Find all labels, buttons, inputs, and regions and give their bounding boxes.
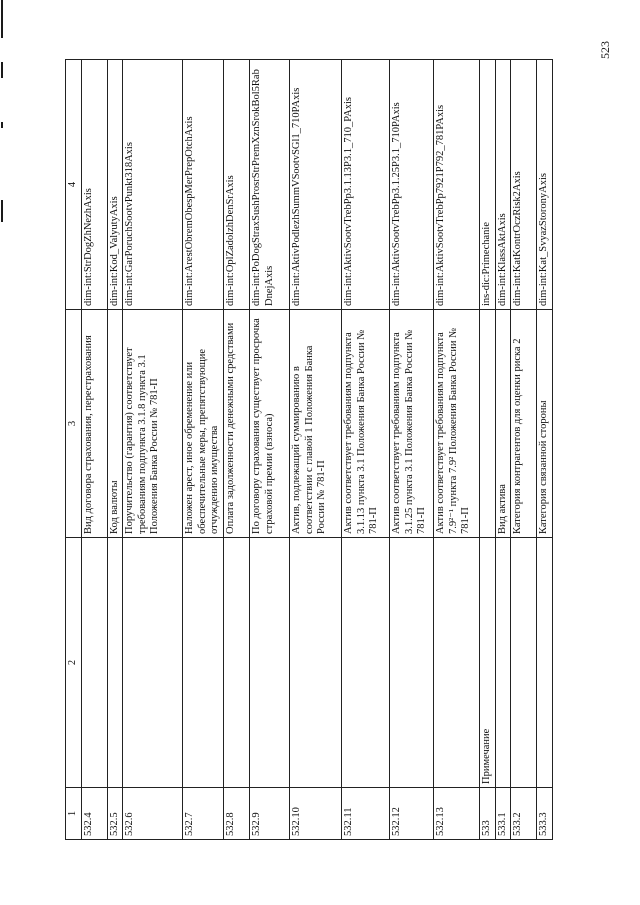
row-code: dim-int:StrDogZhNezhAxis [81, 60, 107, 310]
table-row [249, 60, 289, 840]
scan-mark [1, 0, 3, 38]
table-row [81, 60, 107, 840]
scan-mark [1, 62, 3, 78]
row-number: 532.4 [81, 788, 107, 840]
row-number: 532.12 [389, 788, 433, 840]
row-code: dim-int:AktivSootvTrebPp3.1.13P3.1_710_PAxis [341, 60, 389, 310]
row-number: 532.6 [123, 788, 183, 840]
row-section [81, 538, 107, 788]
row-number: 532.7 [183, 788, 224, 840]
row-description: Вид актива [495, 310, 511, 538]
row-section [107, 538, 123, 788]
table-row [537, 60, 553, 840]
header-cell: 1 [66, 788, 82, 840]
table-row [107, 60, 123, 840]
header-cell: 4 [66, 60, 82, 310]
row-code: ins-dic:Primechanie [479, 60, 495, 310]
row-section [389, 538, 433, 788]
row-section [433, 538, 479, 788]
row-number: 533.3 [537, 788, 553, 840]
row-code: dim-int:PoDogStraxSushProsrStrPremXznSrokBol5RabDnejAxis [249, 60, 289, 310]
row-description: Наложен арест, иное обременение или обеспечительные меры, препятствующие отчуждению имущества [183, 310, 224, 538]
table-row [389, 60, 433, 840]
row-description: Категория контрагентов для оценки риска 2 [511, 310, 537, 538]
row-code: dim-int:GarPoruchSootvPunkt318Axis [123, 60, 183, 310]
table-row [183, 60, 224, 840]
row-number: 532.11 [341, 788, 389, 840]
row-description: По договору страхования существует просрочка страховой премии (взноса) [249, 310, 289, 538]
row-code: dim-int:AktivSootvTrebPp7921P792_781PAxis [433, 60, 479, 310]
row-section [341, 538, 389, 788]
rotated-page-content [65, 60, 595, 840]
row-number: 532.13 [433, 788, 479, 840]
row-code: dim-int:Kat_SvyazStoronyAxis [537, 60, 553, 310]
scan-mark [1, 200, 3, 222]
row-section [511, 538, 537, 788]
row-section [183, 538, 224, 788]
table-row [479, 60, 495, 840]
row-description: Код валюты [107, 310, 123, 538]
header-cell: 3 [66, 310, 82, 538]
header-row [66, 60, 82, 840]
table-row [495, 60, 511, 840]
row-section: Примечание [479, 538, 495, 788]
table-row [511, 60, 537, 840]
table-row [123, 60, 183, 840]
row-code: dim-int:AktivSootvTrebPp3.1.25P3.1_710PAxis [389, 60, 433, 310]
row-description: Оплата задолженности денежными средствами [223, 310, 249, 538]
row-description: Поручительство (гарантия) соответствует требованиям подпункта 3.1.8 пункта 3.1 Положения Банка России № 781-П [123, 310, 183, 538]
row-section [495, 538, 511, 788]
row-description: Актив соответствует требованиям подпункта 7.9²⁻¹ пункта 7.9² Положения Банка России № 781-П [433, 310, 479, 538]
row-number: 532.8 [223, 788, 249, 840]
table-row [341, 60, 389, 840]
row-section [289, 538, 341, 788]
row-description [479, 310, 495, 538]
row-code: dim-int:Kod_ValyutyAxis [107, 60, 123, 310]
row-description: Актив, подлежащий суммированию в соответствии с главой 1 Положения Банка России № 781-П [289, 310, 341, 538]
row-code: dim-int:KlassAktAxis [495, 60, 511, 310]
row-section [249, 538, 289, 788]
header-cell: 2 [66, 538, 82, 788]
scan-mark [1, 122, 3, 128]
row-number: 532.10 [289, 788, 341, 840]
row-description: Вид договора страхования, перестрахования [81, 310, 107, 538]
row-number: 532.5 [107, 788, 123, 840]
row-number: 533 [479, 788, 495, 840]
table-row [289, 60, 341, 840]
row-description: Актив соответствует требованиям подпункта 3.1.25 пункта 3.1 Положения Банка России № 781-П [389, 310, 433, 538]
table-row [223, 60, 249, 840]
row-description: Категория связанной стороны [537, 310, 553, 538]
row-code: dim-int:KatKontrOczRisk2Axis [511, 60, 537, 310]
row-description: Актив соответствует требованиям подпункта 3.1.13 пункта 3.1 Положения Банка России № 781-П [341, 310, 389, 538]
row-code: dim-int:OplZadolzhDenSrAxis [223, 60, 249, 310]
table-row [433, 60, 479, 840]
row-section [123, 538, 183, 788]
row-section [537, 538, 553, 788]
row-section [223, 538, 249, 788]
row-number: 533.1 [495, 788, 511, 840]
row-code: dim-int:AktivPodlezhSummVSootvSGl1_710PAxis [289, 60, 341, 310]
page-number: 523 [598, 41, 612, 59]
row-code: dim-int:ArestObremObespMerPrepOtchAxis [183, 60, 224, 310]
row-number: 533.2 [511, 788, 537, 840]
row-number: 532.9 [249, 788, 289, 840]
data-table [65, 59, 553, 840]
